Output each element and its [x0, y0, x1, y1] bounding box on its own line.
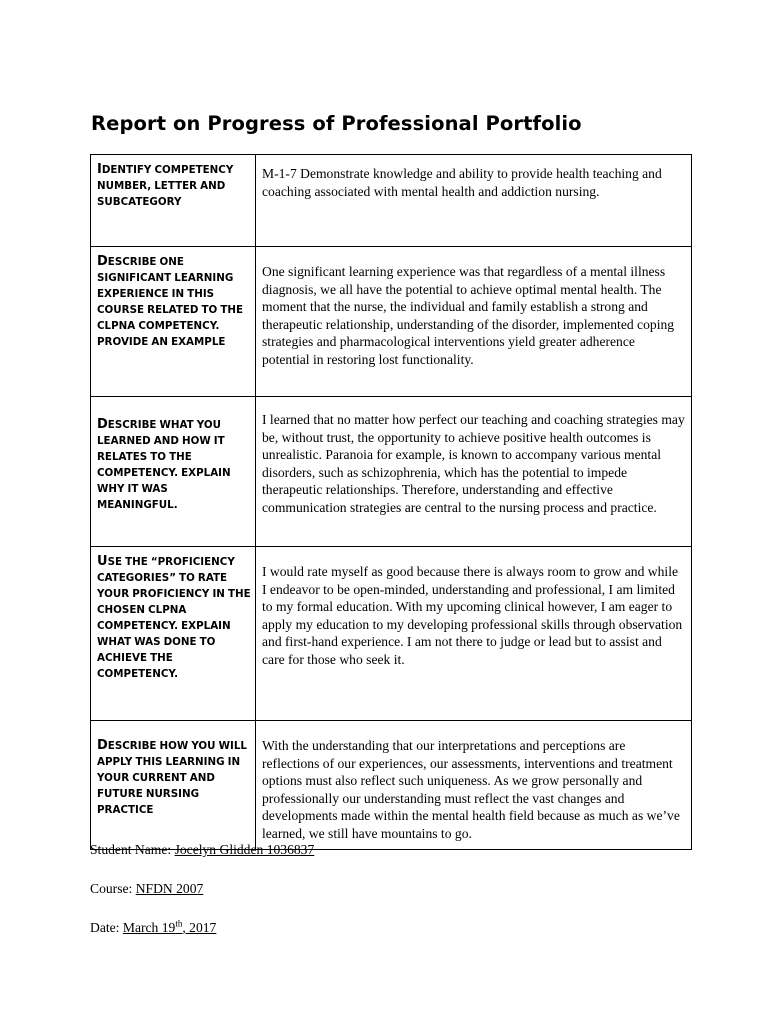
course-value: NFDN 2007	[135, 881, 204, 896]
student-name-line	[90, 842, 314, 858]
date-line	[90, 920, 216, 936]
date-value-ordinal: th	[175, 918, 183, 929]
table-row	[91, 155, 692, 247]
table-row	[91, 547, 692, 721]
date-value	[123, 920, 216, 935]
row-answer-proficiency: I would rate myself as good because there is always room to grow and while I endeavor to be open-minded, understanding and professional, I am limited to my formal education. With my upcoming clinical however, I am eager to apply my education to my developing professional skills through observation and first-hand experience. I am not there to judge or lead but to assist and care for those who seek it.	[256, 547, 692, 721]
table-row	[91, 247, 692, 397]
row-label-competency: IDENTIFY COMPETENCY NUMBER, LETTER AND SUBCATEGORY	[91, 155, 256, 247]
row-answer-learning-experience: One significant learning experience was that regardless of a mental illness diagnosis, we all have the potential to achieve optimal mental health. The moment that the nurse, the individual and family establish a strong and therapeutic relationship, understanding of the disorder, implemented coping strategies and pharmacological interventions yield greater adherence potential in restoring lost functionality.	[256, 247, 692, 397]
row-label-proficiency: USE THE “PROFICIENCY CATEGORIES” TO RATE YOUR PROFICIENCY IN THE CHOSEN CLPNA COMPETENCY. EXPLAIN WHAT WAS DONE TO ACHIEVE THE COMPETENCY.	[91, 547, 256, 721]
date-value-prefix: March 19	[122, 920, 176, 935]
row-answer-apply-learning: With the understanding that our interpretations and perceptions are reflections of our experiences, our assessments, interventions and treatment options must also reflect such uniqueness. As we grow personally and professionally our understanding must reflect the vast changes and developments made within the mental health field because as much as we’ve learned, we still have mountains to go.	[256, 721, 692, 850]
row-label-apply-learning: DESCRIBE HOW YOU WILL APPLY THIS LEARNING IN YOUR CURRENT AND FUTURE NURSING PRACTICE	[91, 721, 256, 850]
row-answer-what-learned: I learned that no matter how perfect our teaching and coaching strategies may be, without trust, the opportunity to achieve positive health outcomes is unrealistic. Paranoia for example, is known to accompany various mental disorders, such as schizophrenia, which has the potential to impede therapeutic relationships. Therefore, understanding and effective communication strategies are central to the nursing process and practice.	[256, 397, 692, 547]
row-answer-competency: M-1-7 Demonstrate knowledge and ability to provide health teaching and coaching associated with mental health and addiction nursing.	[256, 155, 692, 247]
row-label-learning-experience: DESCRIBE ONE SIGNIFICANT LEARNING EXPERIENCE IN THIS COURSE RELATED TO THE CLPNA COMPETENCY. PROVIDE AN EXAMPLE	[91, 247, 256, 397]
row-label-what-learned: DESCRIBE WHAT YOU LEARNED AND HOW IT RELATES TO THE COMPETENCY. EXPLAIN WHY IT WAS MEANINGFUL.	[91, 397, 256, 547]
date-label: Date:	[90, 920, 120, 935]
table-row	[91, 721, 692, 850]
page-title: Report on Progress of Professional Portfolio	[91, 112, 582, 135]
course-line	[90, 881, 203, 897]
course-label: Course:	[90, 881, 133, 896]
table-row	[91, 397, 692, 547]
date-value-suffix: , 2017	[182, 920, 217, 935]
student-name-value: Jocelyn Glidden 1036837	[174, 842, 315, 857]
student-name-label: Student Name:	[90, 842, 172, 857]
portfolio-table	[90, 154, 692, 850]
